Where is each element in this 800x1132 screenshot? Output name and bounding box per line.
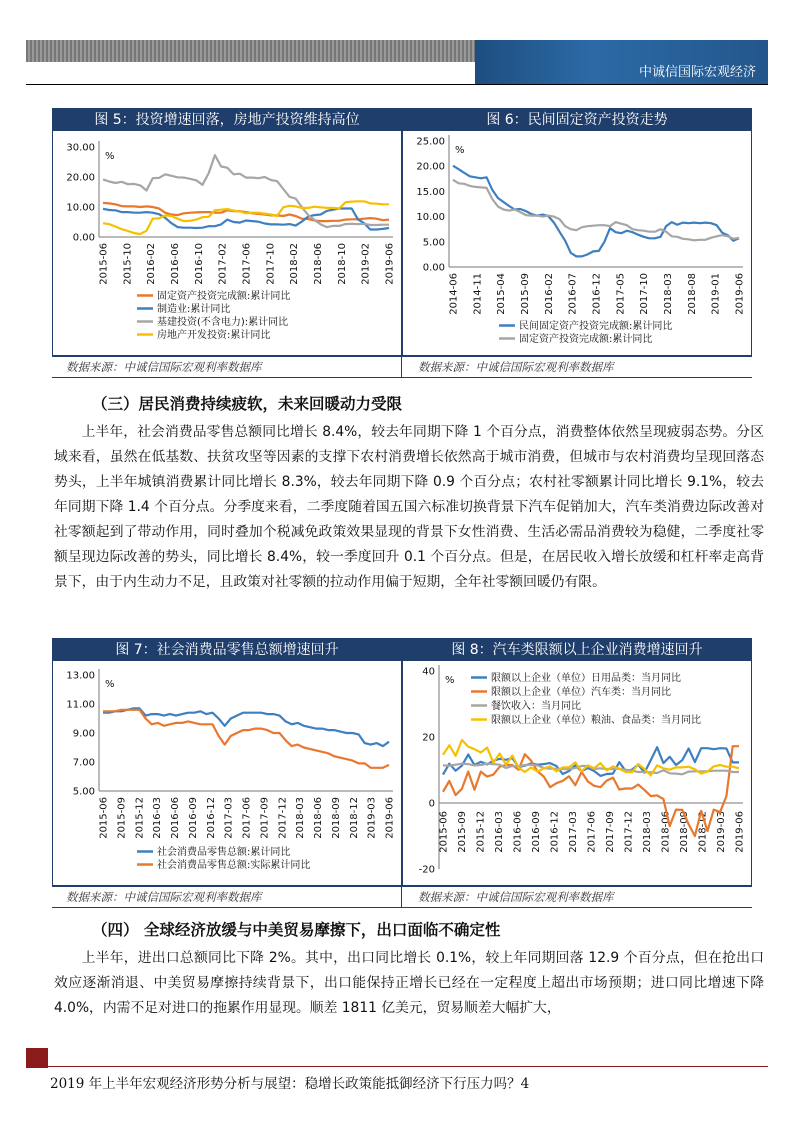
fig7-series-line-1	[103, 708, 389, 746]
fig8-xtick-label: 2015-12	[475, 811, 487, 853]
figure-7	[52, 638, 402, 886]
fig8-xtick-label: 2017-09	[605, 811, 616, 853]
fig7-series-line-2	[103, 710, 389, 768]
fig6-xtick-label: 2014-11	[472, 273, 484, 315]
source-divider	[401, 887, 402, 907]
section-4-heading: （四） 全球经济放缓与中美贸易摩擦下，出口面临不确定性	[92, 921, 501, 939]
fig8-xtick-label: 2016-06	[512, 811, 524, 853]
fig7-ytick-label: 13.00	[66, 670, 95, 682]
fig6-xtick-label: 2016-07	[567, 273, 579, 315]
fig7-unit-label: %	[105, 679, 115, 690]
figure-5-6-source-row	[52, 356, 752, 378]
fig5-xtick-label: 2017-02	[217, 243, 229, 285]
fig6-xtick-label: 2015-09	[520, 273, 531, 315]
figure-8	[402, 638, 752, 886]
fig7-xtick-label: 2017-06	[241, 797, 253, 839]
fig5-xtick-label: 2019-02	[360, 243, 372, 285]
fig5-legend-label: 固定资产投资完成额:累计同比	[157, 291, 291, 302]
source-divider	[401, 357, 402, 377]
fig8-xtick-label: 2018-12	[697, 811, 709, 853]
fig6-ytick-label: 25.00	[416, 136, 445, 148]
section-3-heading: （三）居民消费持续疲软，未来回暖动力受限	[92, 395, 403, 413]
fig6-ytick-label: 5.00	[422, 237, 445, 249]
fig8-xtick-label: 2018-06	[660, 811, 672, 853]
fig8-xtick-label: 2017-06	[586, 811, 598, 853]
figure-6-title: 图 6：民间固定资产投资走势	[403, 109, 751, 131]
fig6-xtick-label: 2018-03	[663, 273, 674, 315]
section-3-text: 上半年，社会消费品零售总额同比增长 8.4%，较去年同期下降 1 个百分点，消费整体依然呈现疲弱态势。分区域来看，虽然在低基数、扶贫攻坚等因素的支撑下农村消费增长依然高于城市消费，但城市与农村消费均呈现回落态势头，上半年城镇消费累计同比增长 8.3%，较去年同期下降 0.9 个百分点；农村社零额累计同比增长 9.1%，较去年同期下降 1.4 个百分点。分季度来看，二季度随着国五国六标准切换背景下汽车促销加大，汽车类消费边际改善对社零额起到了带动作用，同时叠加个税减免政策效果显现的背景下女性消费、生活必需品消费较为稳健，二季度社零额呈现边际改善的势头，同比增长 8.4%，较一季度回升 0.1 个百分点。但是，在居民收入增长放缓和杠杆率走高背景下，由于内生动力不足，且政策对社零额的拉动作用偏于短期，全年社零额回暖仍有限。	[54, 424, 764, 590]
figure-7-title: 图 7：社会消费品零售总额增速回升	[53, 639, 401, 661]
fig7-ytick-label: 11.00	[66, 699, 95, 711]
fig7-xtick-label: 2018-12	[348, 797, 360, 839]
fig7-xtick-label: 2017-03	[223, 797, 235, 839]
fig8-unit-label: %	[445, 675, 455, 686]
fig8-legend-label: 限额以上企业（单位）日用品类：当月同比	[491, 673, 681, 684]
fig5-ytick-label: 30.00	[66, 142, 95, 154]
fig8-ytick-label: 20	[422, 732, 435, 744]
fig5-ytick-label: 10.00	[66, 202, 95, 214]
fig5-legend-label: 房地产开发投资:累计同比	[157, 330, 271, 341]
figure-8-title: 图 8：汽车类限额以上企业消费增速回升	[403, 639, 751, 661]
figure-5	[52, 108, 402, 356]
fig6-xtick-label: 2016-12	[591, 273, 603, 315]
fig5-xtick-label: 2018-10	[336, 243, 348, 285]
fig7-xtick-label: 2018-06	[313, 797, 324, 839]
fig7-xtick-label: 2015-06	[98, 797, 110, 839]
header-divider	[26, 84, 768, 85]
fig6-xtick-label: 2019-06	[734, 273, 746, 315]
fig6-xtick-label: 2019-01	[710, 273, 722, 315]
fig8-xtick-label: 2018-09	[679, 811, 690, 853]
fig7-xtick-label: 2019-06	[384, 797, 396, 839]
fig7-ytick-label: 9.00	[72, 728, 95, 740]
fig6-xtick-label: 2014-06	[448, 273, 460, 315]
fig7-xtick-label: 2019-03	[366, 797, 378, 839]
fig7-xtick-label: 2015-12	[134, 797, 146, 839]
header-brand-text: 中诚信国际宏观经济	[638, 65, 756, 80]
fig8-xtick-label: 2016-12	[549, 811, 561, 853]
fig5-ytick-label: 20.00	[66, 172, 95, 184]
fig5-xtick-label: 2019-06	[384, 243, 396, 285]
fig6-xtick-label: 2017-05	[615, 273, 627, 315]
footer-text: 2019 年上半年宏观经济形势分析与展望：稳增长政策能抵御经济下行压力吗？4	[50, 1076, 530, 1092]
fig5-legend-label: 基建投资(不含电力):累计同比	[157, 317, 289, 328]
figure-5-title: 图 5：投资增速回落，房地产投资维持高位	[53, 109, 401, 131]
fig8-xtick-label: 2017-12	[623, 811, 635, 853]
fig5-ytick-label: 0.00	[72, 232, 95, 244]
fig6-xtick-label: 2018-08	[686, 273, 698, 315]
fig6-ytick-label: 20.00	[416, 161, 445, 173]
fig6-unit-label: %	[455, 145, 465, 156]
figure-8-source: 数据来源：中诚信国际宏观利率数据库	[418, 890, 614, 904]
fig8-xtick-label: 2015-09	[457, 811, 468, 853]
fig7-xtick-label: 2017-09	[259, 797, 271, 839]
fig5-xtick-label: 2016-02	[146, 243, 158, 285]
fig5-xtick-label: 2018-02	[289, 243, 301, 285]
fig6-ytick-label: 0.00	[422, 262, 445, 274]
figure-8-chart	[403, 661, 751, 883]
figure-5-source: 数据来源：中诚信国际宏观利率数据库	[66, 360, 262, 374]
fig8-xtick-label: 2016-09	[531, 811, 542, 853]
fig7-xtick-label: 2015-09	[116, 797, 128, 839]
figure-7-chart	[53, 661, 401, 883]
fig5-xtick-label: 2016-06	[170, 243, 181, 285]
figure-6-chart	[403, 131, 751, 353]
footer-square	[26, 1048, 48, 1068]
fig6-legend-label: 固定资产投资完成额:累计同比	[519, 334, 653, 345]
fig8-xtick-label: 2017-03	[568, 811, 579, 853]
fig5-xtick-label: 2015-06	[98, 243, 110, 285]
fig6-xtick-label: 2015-04	[496, 273, 508, 315]
fig5-xtick-label: 2017-10	[265, 242, 277, 285]
fig7-ytick-label: 7.00	[72, 757, 95, 769]
section-3-paragraph	[54, 420, 764, 595]
fig8-ytick-label: 0	[428, 798, 435, 810]
fig7-xtick-label: 2018-09	[330, 797, 342, 839]
fig8-xtick-label: 2015-06	[438, 811, 450, 853]
fig5-series-line-3	[103, 155, 389, 227]
fig8-legend-label: 限额以上企业（单位）粮油、食品类：当月同比	[491, 715, 701, 726]
fig8-legend-label: 限额以上企业（单位）汽车类：当月同比	[491, 687, 671, 698]
fig8-xtick-label: 2018-03	[642, 811, 653, 853]
fig6-series-line-1	[453, 166, 739, 257]
fig5-xtick-label: 2018-06	[313, 243, 324, 285]
fig7-xtick-label: 2017-12	[277, 797, 289, 839]
fig8-xtick-label: 2019-06	[734, 811, 746, 853]
fig5-xtick-label: 2015-10	[122, 243, 134, 285]
fig5-unit-label: %	[105, 151, 115, 162]
footer-divider	[26, 1066, 768, 1067]
fig8-xtick-label: 2019-03	[716, 811, 727, 853]
section-4-text: 上半年，进出口总额同比下降 2%。其中，出口同比增长 0.1%，较上年同期回落 12.9 个百分点，但在抢出口效应逐渐消退、中美贸易摩擦持续背景下，出口能保持正增长已经在一定程度上超出市场预期；进口同比增速下降 4.0%，内需不足对进口的拖累作用显现。顺差 1811 亿美元，贸易顺差大幅扩大，	[54, 950, 764, 1016]
fig7-xtick-label: 2016-09	[187, 797, 199, 839]
fig6-ytick-label: 15.00	[416, 186, 445, 198]
section-4-paragraph	[54, 946, 764, 1021]
fig6-xtick-label: 2016-02	[543, 273, 555, 315]
fig8-legend-label: 餐饮收入：当月同比	[491, 701, 581, 712]
fig6-xtick-label: 2017-10	[639, 273, 651, 315]
fig5-legend-label: 制造业:累计同比	[157, 304, 231, 315]
fig6-ytick-label: 10.00	[416, 212, 445, 224]
figure-6-source: 数据来源：中诚信国际宏观利率数据库	[418, 360, 614, 374]
fig6-legend-label: 民间固定资产投资完成额:累计同比	[519, 321, 673, 332]
fig7-xtick-label: 2016-06	[170, 797, 181, 839]
figure-6	[402, 108, 752, 356]
header-brand-banner	[475, 40, 768, 84]
fig7-xtick-label: 2018-03	[295, 797, 307, 839]
fig7-legend-label: 社会消费品零售总额:累计同比	[157, 847, 291, 858]
fig8-xtick-label: 2016-03	[494, 811, 505, 853]
fig6-series-line-2	[453, 180, 739, 241]
fig7-legend-label: 社会消费品零售总额:实际累计同比	[157, 860, 311, 871]
fig8-ytick-label: 40	[422, 666, 435, 678]
figure-5-chart	[53, 131, 401, 353]
fig8-ytick-label: -20	[418, 864, 435, 876]
fig5-xtick-label: 2017-06	[241, 243, 253, 285]
fig5-xtick-label: 2016-10	[193, 243, 205, 285]
fig7-xtick-label: 2016-12	[205, 797, 217, 839]
fig7-ytick-label: 5.00	[72, 786, 95, 798]
figure-7-source: 数据来源：中诚信国际宏观利率数据库	[66, 890, 262, 904]
figure-7-8-source-row	[52, 886, 752, 908]
fig7-xtick-label: 2016-03	[152, 797, 164, 839]
